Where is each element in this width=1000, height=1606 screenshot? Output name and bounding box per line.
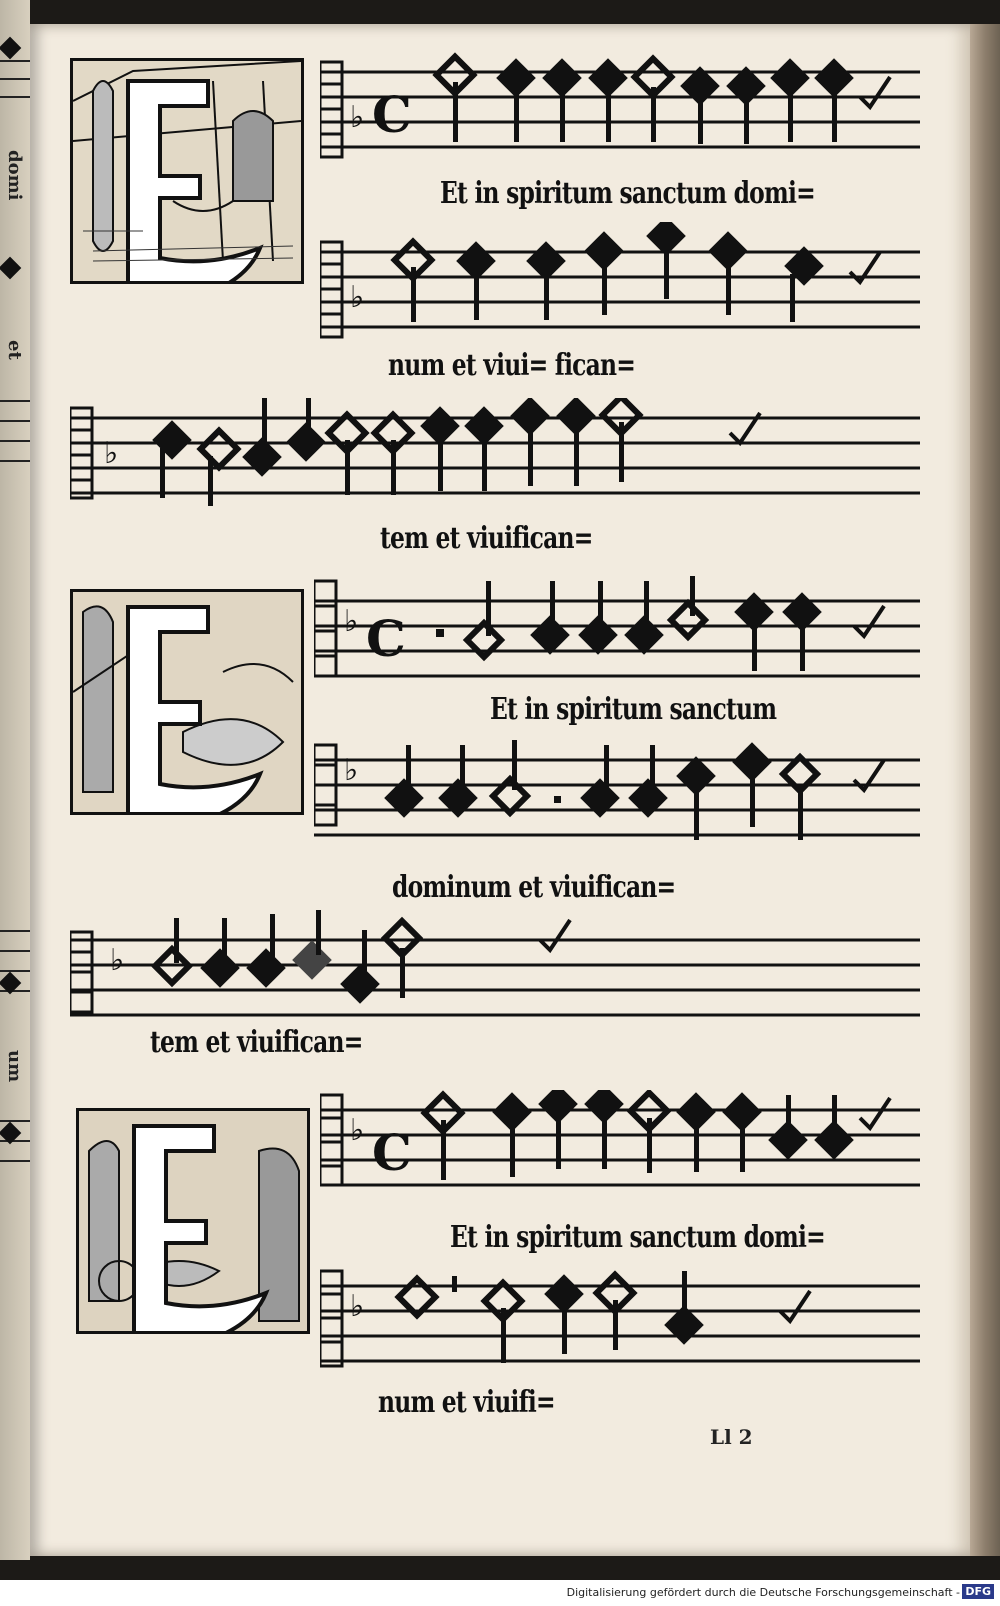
- svg-text:C: C: [372, 85, 412, 144]
- page-edge: [970, 24, 1000, 1556]
- svg-text:♭: ♭: [350, 1113, 365, 1148]
- footer-bar: [0, 1580, 1000, 1606]
- dfg-logo: DFG: [962, 1584, 994, 1599]
- music-staff: [320, 1266, 920, 1386]
- lyric-line: Et in spiritum sanctum domi=: [450, 1220, 825, 1255]
- svg-text:♭: ♭: [350, 100, 365, 135]
- svg-text:C: C: [366, 609, 406, 668]
- svg-text:♭: ♭: [350, 1289, 365, 1324]
- music-staff: [320, 1090, 920, 1210]
- svg-text:♭: ♭: [110, 943, 125, 978]
- music-staff: [70, 398, 920, 518]
- woodcut-initial-e-2: [70, 589, 304, 815]
- music-staff: [70, 910, 920, 1030]
- svg-text:♭: ♭: [344, 753, 359, 788]
- music-staff: [314, 576, 920, 696]
- woodcut-initial-e-1: [70, 58, 304, 284]
- lyric-line: tem et viuifican=: [150, 1025, 363, 1060]
- svg-text:C: C: [372, 1123, 412, 1182]
- svg-text:♭: ♭: [344, 604, 359, 639]
- music-staff: [314, 740, 920, 860]
- lyric-line: dominum et viuifican=: [392, 870, 676, 905]
- lyric-line: Et in spiritum sanctum: [490, 692, 777, 727]
- music-staff: [320, 222, 920, 342]
- signature-mark: Ll 2: [710, 1425, 753, 1449]
- lyric-line: Et in spiritum sanctum domi=: [440, 176, 815, 211]
- left-page-text: um: [4, 1050, 25, 1083]
- svg-text:♭: ♭: [104, 436, 119, 471]
- left-page-text: et: [4, 340, 25, 360]
- lyric-line: num et viuifi=: [378, 1385, 555, 1420]
- lyric-line: num et viui= fican=: [388, 348, 636, 383]
- footer-credit: Digitalisierung gefördert durch die Deutsche Forschungsgemeinschaft -: [566, 1586, 960, 1599]
- woodcut-initial-e-3: [76, 1108, 310, 1334]
- lyric-line: tem et viuifican=: [380, 521, 593, 556]
- left-page-text: domi: [4, 150, 25, 201]
- music-staff: [320, 52, 920, 172]
- left-page-fragment: [0, 0, 30, 1560]
- svg-text:♭: ♭: [350, 280, 365, 315]
